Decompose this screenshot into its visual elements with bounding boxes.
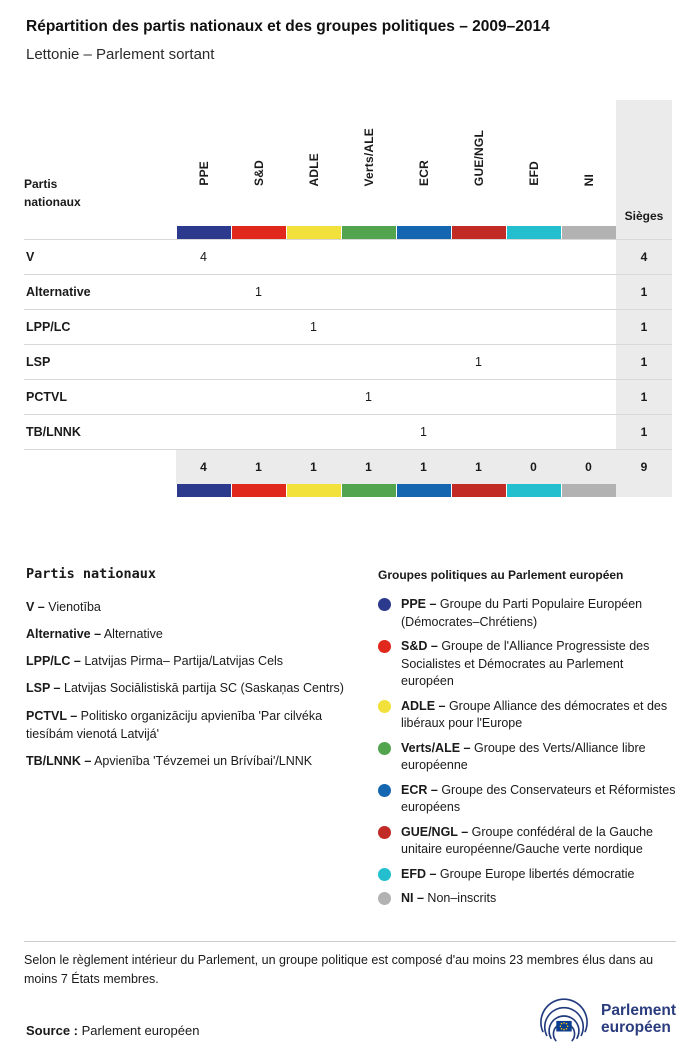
- sieges-value: 4: [616, 240, 672, 274]
- legend-item: PPE – Groupe du Parti Populaire Européen (Démocrates–Chrétiens): [378, 596, 676, 631]
- group-color-bar-bottom: [24, 484, 672, 497]
- legend-item: Alternative – Alternative: [26, 627, 163, 642]
- table-row-lsp: LSP 1 1: [24, 344, 672, 379]
- total-sieges: 9: [616, 450, 672, 484]
- ep-logo: [536, 994, 676, 1044]
- footer: [26, 996, 676, 1044]
- legend-item: GUE/NGL – Groupe confédéral de la Gauche unitaire européenne/Gauche verte nordique: [378, 824, 676, 859]
- color-bar-sd: [231, 484, 286, 497]
- sieges-value: 1: [616, 345, 672, 379]
- total-ecr: 1: [396, 450, 451, 484]
- sieges-value: 1: [616, 310, 672, 344]
- table-row-tb-lnnk: TB/LNNK 1 1: [24, 414, 672, 449]
- column-header-ecr: ECR: [416, 160, 431, 186]
- total-verts-ale: 1: [341, 450, 396, 484]
- page-header: [26, 18, 676, 63]
- national-parties-legend: [26, 566, 378, 915]
- ep-hemicycle-icon: [536, 994, 592, 1044]
- legend-item: LSP – Latvijas Sociālistiskā partija SC (Saskaņas Centrs): [26, 681, 344, 696]
- total-sd: 1: [231, 450, 286, 484]
- color-bar-gue-ngl: [451, 226, 506, 239]
- group-color-dot: [378, 742, 391, 755]
- color-bar-verts-ale: [341, 226, 396, 239]
- party-column-header: Partis nationaux: [24, 176, 81, 210]
- footnote: Selon le règlement intérieur du Parlement, un groupe politique est composé d'au moins 23 membres élus dans au moins 7 États membres.: [24, 941, 676, 989]
- color-bar-adle: [286, 226, 341, 239]
- legend-item: S&D – Groupe de l'Alliance Progressiste des Socialistes et Démocrates au Parlement européen: [378, 638, 676, 691]
- color-bar-ecr: [396, 226, 451, 239]
- legend-item: NI – Non–inscrits: [378, 890, 676, 908]
- column-header-sd: S&D: [251, 160, 266, 186]
- legend-item: TB/LNNK – Apvienība 'Tévzemei un Brívíbai'/LNNK: [26, 753, 313, 768]
- color-bar-ni: [561, 226, 616, 239]
- table-row-alternative: Alternative 1 1: [24, 274, 672, 309]
- party-name: LSP: [26, 355, 51, 369]
- color-bar-ni: [561, 484, 616, 497]
- total-gue-ngl: 1: [451, 450, 506, 484]
- table-row-lpp-lc: LPP/LC 1 1: [24, 309, 672, 344]
- color-bar-ppe: [176, 226, 231, 239]
- legends: [26, 566, 676, 915]
- column-header-efd: EFD: [526, 161, 541, 186]
- legend-item: V – Vienotība: [26, 600, 101, 614]
- total-ppe: 4: [176, 450, 231, 484]
- legend-item: EFD – Groupe Europe libertés démocratie: [378, 866, 676, 884]
- table-row-pctvl: PCTVL 1 1: [24, 379, 672, 414]
- color-bar-efd: [506, 484, 561, 497]
- group-color-dot: [378, 784, 391, 797]
- column-header-adle: ADLE: [306, 152, 321, 186]
- color-bar-ecr: [396, 484, 451, 497]
- party-name: LPP/LC: [26, 320, 71, 334]
- totals-row: [24, 449, 672, 484]
- ep-logo-text: Parlement européen: [601, 1001, 676, 1036]
- color-bar-adle: [286, 484, 341, 497]
- color-bar-verts-ale: [341, 484, 396, 497]
- sieges-value: 1: [616, 275, 672, 309]
- sieges-column-header: Sièges: [616, 100, 672, 226]
- table-header-row: [24, 100, 672, 226]
- legend-item: Verts/ALE – Groupe des Verts/Alliance libre européenne: [378, 740, 676, 775]
- group-color-dot: [378, 892, 391, 905]
- column-header-gue-ngl: GUE/NGL: [471, 129, 486, 186]
- column-header-ni: NI: [581, 173, 596, 186]
- national-parties-legend-title: Partis nationaux: [26, 566, 157, 582]
- column-header-ppe: PPE: [196, 161, 211, 186]
- source-line: Source : Parlement européen: [26, 1023, 200, 1038]
- total-ni: 0: [561, 450, 616, 484]
- color-bar-efd: [506, 226, 561, 239]
- group-color-dot: [378, 700, 391, 713]
- sieges-value: 1: [616, 380, 672, 414]
- color-bar-ppe: [176, 484, 231, 497]
- group-color-dot: [378, 826, 391, 839]
- political-groups-legend: [378, 566, 676, 915]
- party-name: PCTVL: [26, 390, 67, 404]
- column-header-verts-ale: Verts/ALE: [361, 127, 376, 186]
- party-name: TB/LNNK: [26, 425, 81, 439]
- sieges-value: 1: [616, 415, 672, 449]
- total-adle: 1: [286, 450, 341, 484]
- political-groups-legend-title: Groupes politiques au Parlement européen: [378, 568, 624, 582]
- group-color-dot: [378, 598, 391, 611]
- table-row-v: V 4 4: [24, 239, 672, 274]
- page-subtitle: Lettonie – Parlement sortant: [26, 46, 215, 63]
- group-color-dot: [378, 640, 391, 653]
- legend-item: ADLE – Groupe Alliance des démocrates et des libéraux pour l'Europe: [378, 698, 676, 733]
- legend-item: PCTVL – Politisko organizāciju apvienība 'Par cilvéka tiesíbám vienotá Latvijá': [26, 708, 323, 741]
- legend-item: LPP/LC – Latvijas Pirma– Partija/Latvijas Cels: [26, 654, 284, 669]
- page-title: Répartition des partis nationaux et des groupes politiques – 2009–2014: [26, 18, 550, 35]
- party-name: V: [26, 250, 35, 264]
- color-bar-sd: [231, 226, 286, 239]
- group-color-dot: [378, 868, 391, 881]
- group-color-bar-top: [24, 226, 672, 239]
- party-name: Alternative: [26, 285, 91, 299]
- legend-item: ECR – Groupe des Conservateurs et Réformistes européens: [378, 782, 676, 817]
- seats-table: [24, 100, 672, 497]
- color-bar-gue-ngl: [451, 484, 506, 497]
- total-efd: 0: [506, 450, 561, 484]
